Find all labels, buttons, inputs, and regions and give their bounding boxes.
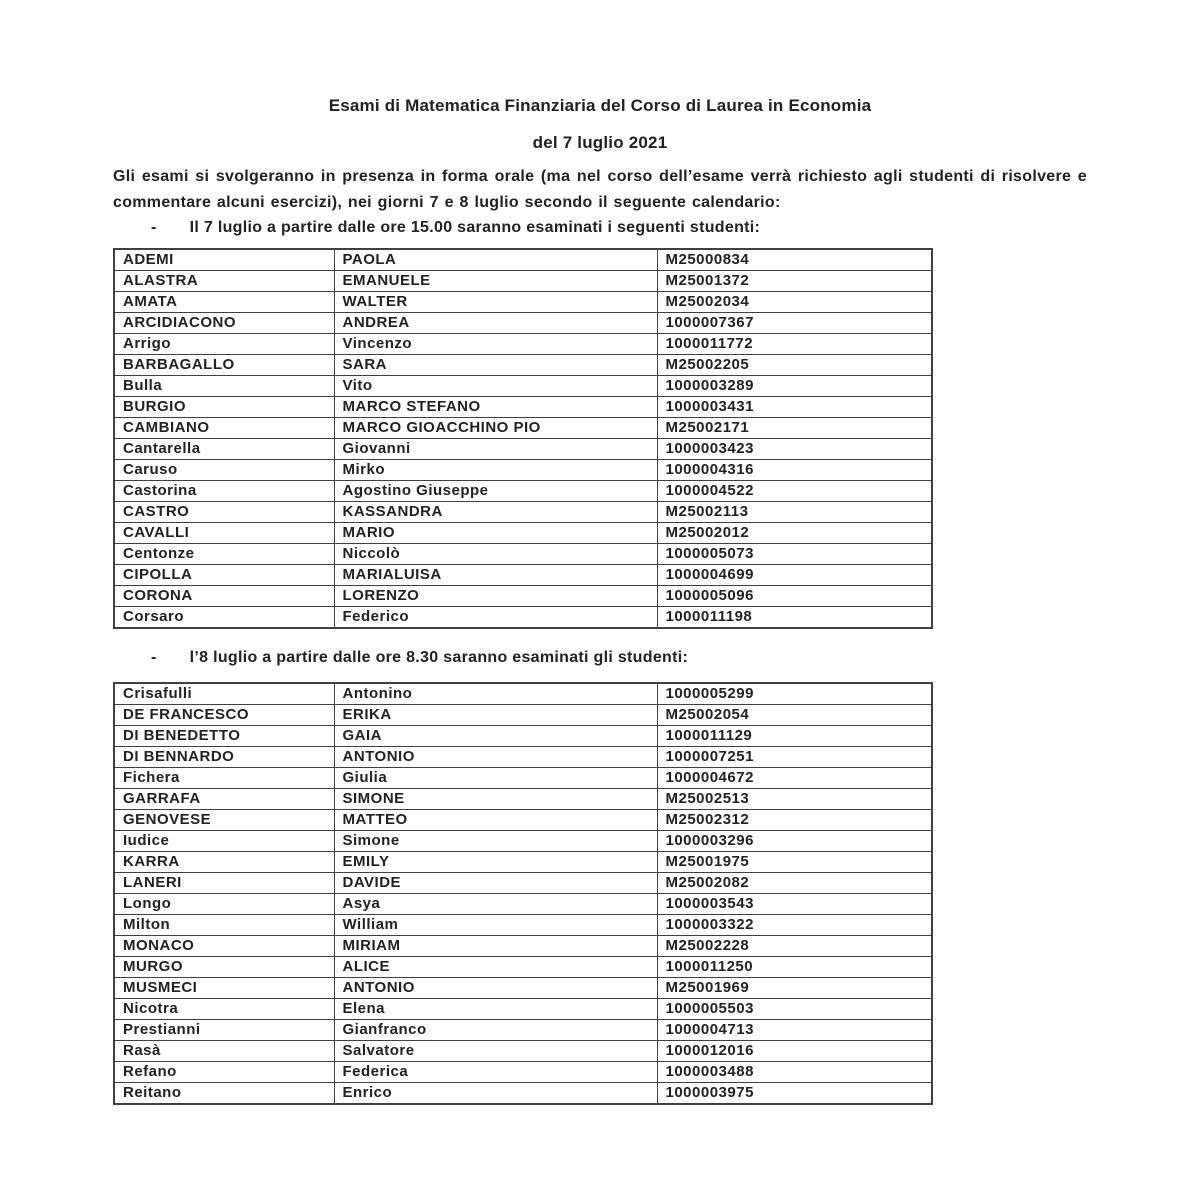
table-cell: MARCO GIOACCHINO PIO: [334, 418, 657, 439]
table-cell: Enrico: [334, 1083, 657, 1105]
table-cell: EMILY: [334, 852, 657, 873]
table-cell: ARCIDIACONO: [114, 313, 334, 334]
table-cell: Cantarella: [114, 439, 334, 460]
table-row: [114, 810, 932, 831]
table-cell: DI BENEDETTO: [114, 726, 334, 747]
bullet-dash: -: [151, 219, 157, 236]
table-row: [114, 397, 932, 418]
table-row: [114, 936, 932, 957]
bullet-text-july7: Il 7 luglio a partire dalle ore 15.00 saranno esaminati i seguenti studenti:: [189, 219, 761, 236]
table-cell: LANERI: [114, 873, 334, 894]
table-cell: Iudice: [114, 831, 334, 852]
table-row: [114, 544, 932, 565]
table-cell: ERIKA: [334, 705, 657, 726]
table-cell: KARRA: [114, 852, 334, 873]
table-cell: 1000003488: [657, 1062, 932, 1083]
table-cell: 1000003543: [657, 894, 932, 915]
intro-paragraph: Gli esami si svolgeranno in presenza in forma orale (ma nel corso dell’esame verrà richiesto agli studenti di risolvere e commentare alcuni esercizi), nei giorni 7 e 8 luglio secondo il seguente calendario:: [113, 168, 1087, 211]
table-cell: Agostino Giuseppe: [334, 481, 657, 502]
table-cell: ANTONIO: [334, 747, 657, 768]
table-cell: Corsaro: [114, 607, 334, 629]
table-row: [114, 292, 932, 313]
table-cell: MONACO: [114, 936, 334, 957]
table-cell: Simone: [334, 831, 657, 852]
table-cell: CAMBIANO: [114, 418, 334, 439]
table-cell: GARRAFA: [114, 789, 334, 810]
table-cell: Fichera: [114, 768, 334, 789]
table-cell: MARIO: [334, 523, 657, 544]
table-cell: 1000004522: [657, 481, 932, 502]
table-cell: 1000011129: [657, 726, 932, 747]
table-cell: MATTEO: [334, 810, 657, 831]
table-cell: AMATA: [114, 292, 334, 313]
table-cell: Mirko: [334, 460, 657, 481]
table-cell: Salvatore: [334, 1041, 657, 1062]
table-cell: Bulla: [114, 376, 334, 397]
table-cell: Nicotra: [114, 999, 334, 1020]
table-cell: Centonze: [114, 544, 334, 565]
table-row: [114, 831, 932, 852]
table-cell: 1000007367: [657, 313, 932, 334]
bullet-item-july8: [113, 648, 1087, 668]
table-cell: DAVIDE: [334, 873, 657, 894]
table-cell: 1000011772: [657, 334, 932, 355]
table-cell: M25002034: [657, 292, 932, 313]
table-row: [114, 789, 932, 810]
table-cell: Gianfranco: [334, 1020, 657, 1041]
table-cell: DI BENNARDO: [114, 747, 334, 768]
table-row: [114, 481, 932, 502]
table-cell: EMANUELE: [334, 271, 657, 292]
table-cell: ADEMI: [114, 249, 334, 271]
table-row: [114, 705, 932, 726]
students-table-july8: [113, 682, 933, 1105]
table-cell: Longo: [114, 894, 334, 915]
table-cell: 1000004699: [657, 565, 932, 586]
table-cell: Niccolò: [334, 544, 657, 565]
table-row: [114, 999, 932, 1020]
table-row: [114, 313, 932, 334]
table-row: [114, 586, 932, 607]
table-cell: 1000005503: [657, 999, 932, 1020]
table-row: [114, 1083, 932, 1105]
table-cell: Asya: [334, 894, 657, 915]
table-cell: Vincenzo: [334, 334, 657, 355]
table-cell: 1000007251: [657, 747, 932, 768]
table-cell: M25002228: [657, 936, 932, 957]
table-cell: 1000003322: [657, 915, 932, 936]
table-cell: Arrigo: [114, 334, 334, 355]
table-cell: 1000011198: [657, 607, 932, 629]
table-cell: KASSANDRA: [334, 502, 657, 523]
table-cell: Prestianni: [114, 1020, 334, 1041]
table-cell: Vito: [334, 376, 657, 397]
table-row: [114, 978, 932, 999]
table-row: [114, 873, 932, 894]
table-cell: 1000003431: [657, 397, 932, 418]
table-row: [114, 607, 932, 629]
document-date: del 7 luglio 2021: [532, 133, 668, 152]
table-cell: 1000004316: [657, 460, 932, 481]
table-cell: Milton: [114, 915, 334, 936]
table-cell: MURGO: [114, 957, 334, 978]
table-row: [114, 747, 932, 768]
table-row: [114, 726, 932, 747]
table-row: [114, 334, 932, 355]
table-cell: M25001372: [657, 271, 932, 292]
table-cell: 1000011250: [657, 957, 932, 978]
table-cell: Giulia: [334, 768, 657, 789]
table-cell: Rasà: [114, 1041, 334, 1062]
table-cell: DE FRANCESCO: [114, 705, 334, 726]
table-cell: Antonino: [334, 683, 657, 705]
table-cell: 1000003296: [657, 831, 932, 852]
table-cell: 1000003975: [657, 1083, 932, 1105]
table-cell: 1000004672: [657, 768, 932, 789]
table-row: [114, 957, 932, 978]
table-cell: ANDREA: [334, 313, 657, 334]
table-row: [114, 894, 932, 915]
table-cell: 1000005299: [657, 683, 932, 705]
students-table-july7: [113, 248, 933, 629]
table-cell: 1000012016: [657, 1041, 932, 1062]
table-cell: MUSMECI: [114, 978, 334, 999]
table-row: [114, 1062, 932, 1083]
table-cell: CAVALLI: [114, 523, 334, 544]
table-cell: Crisafulli: [114, 683, 334, 705]
table-row: [114, 915, 932, 936]
table-row: [114, 502, 932, 523]
table-cell: WALTER: [334, 292, 657, 313]
table-cell: M25002012: [657, 523, 932, 544]
table-cell: Federico: [334, 607, 657, 629]
table-cell: PAOLA: [334, 249, 657, 271]
table-cell: M25001969: [657, 978, 932, 999]
table-cell: LORENZO: [334, 586, 657, 607]
table-cell: CIPOLLA: [114, 565, 334, 586]
table-cell: Giovanni: [334, 439, 657, 460]
table-row: [114, 1020, 932, 1041]
table-row: [114, 852, 932, 873]
table-cell: GAIA: [334, 726, 657, 747]
bullet-item-july7: [113, 218, 1087, 238]
table-cell: Reitano: [114, 1083, 334, 1105]
table-row: [114, 249, 932, 271]
table-row: [114, 460, 932, 481]
table-cell: Castorina: [114, 481, 334, 502]
table-cell: M25002171: [657, 418, 932, 439]
table-cell: GENOVESE: [114, 810, 334, 831]
table-cell: CASTRO: [114, 502, 334, 523]
table-cell: M25002054: [657, 705, 932, 726]
table-cell: M25002082: [657, 873, 932, 894]
table-row: [114, 439, 932, 460]
table-row: [114, 355, 932, 376]
table-cell: BURGIO: [114, 397, 334, 418]
table-cell: 1000005096: [657, 586, 932, 607]
table-cell: Elena: [334, 999, 657, 1020]
table-cell: MARCO STEFANO: [334, 397, 657, 418]
document-title: Esami di Matematica Finanziaria del Corso di Laurea in Economia: [328, 96, 872, 115]
table-cell: M25001975: [657, 852, 932, 873]
table-row: [114, 418, 932, 439]
bullet-text-july8: l’8 luglio a partire dalle ore 8.30 saranno esaminati gli studenti:: [189, 649, 689, 666]
table-row: [114, 565, 932, 586]
table-cell: MARIALUISA: [334, 565, 657, 586]
table-cell: Refano: [114, 1062, 334, 1083]
table-cell: M25002312: [657, 810, 932, 831]
table-cell: M25002205: [657, 355, 932, 376]
table-cell: M25002113: [657, 502, 932, 523]
table-cell: CORONA: [114, 586, 334, 607]
bullet-dash: -: [151, 649, 157, 666]
table-cell: 1000003289: [657, 376, 932, 397]
table-cell: M25002513: [657, 789, 932, 810]
table-cell: SIMONE: [334, 789, 657, 810]
table-cell: ALICE: [334, 957, 657, 978]
table-cell: SARA: [334, 355, 657, 376]
table-cell: Federica: [334, 1062, 657, 1083]
table-cell: ANTONIO: [334, 978, 657, 999]
table-cell: BARBAGALLO: [114, 355, 334, 376]
table-row: [114, 683, 932, 705]
table-cell: 1000003423: [657, 439, 932, 460]
table-row: [114, 376, 932, 397]
table-row: [114, 768, 932, 789]
table-cell: Caruso: [114, 460, 334, 481]
table-cell: ALASTRA: [114, 271, 334, 292]
table-row: [114, 271, 932, 292]
table-cell: 1000004713: [657, 1020, 932, 1041]
table-cell: William: [334, 915, 657, 936]
table-row: [114, 1041, 932, 1062]
table-cell: M25000834: [657, 249, 932, 271]
table-cell: MIRIAM: [334, 936, 657, 957]
table-row: [114, 523, 932, 544]
table-cell: 1000005073: [657, 544, 932, 565]
